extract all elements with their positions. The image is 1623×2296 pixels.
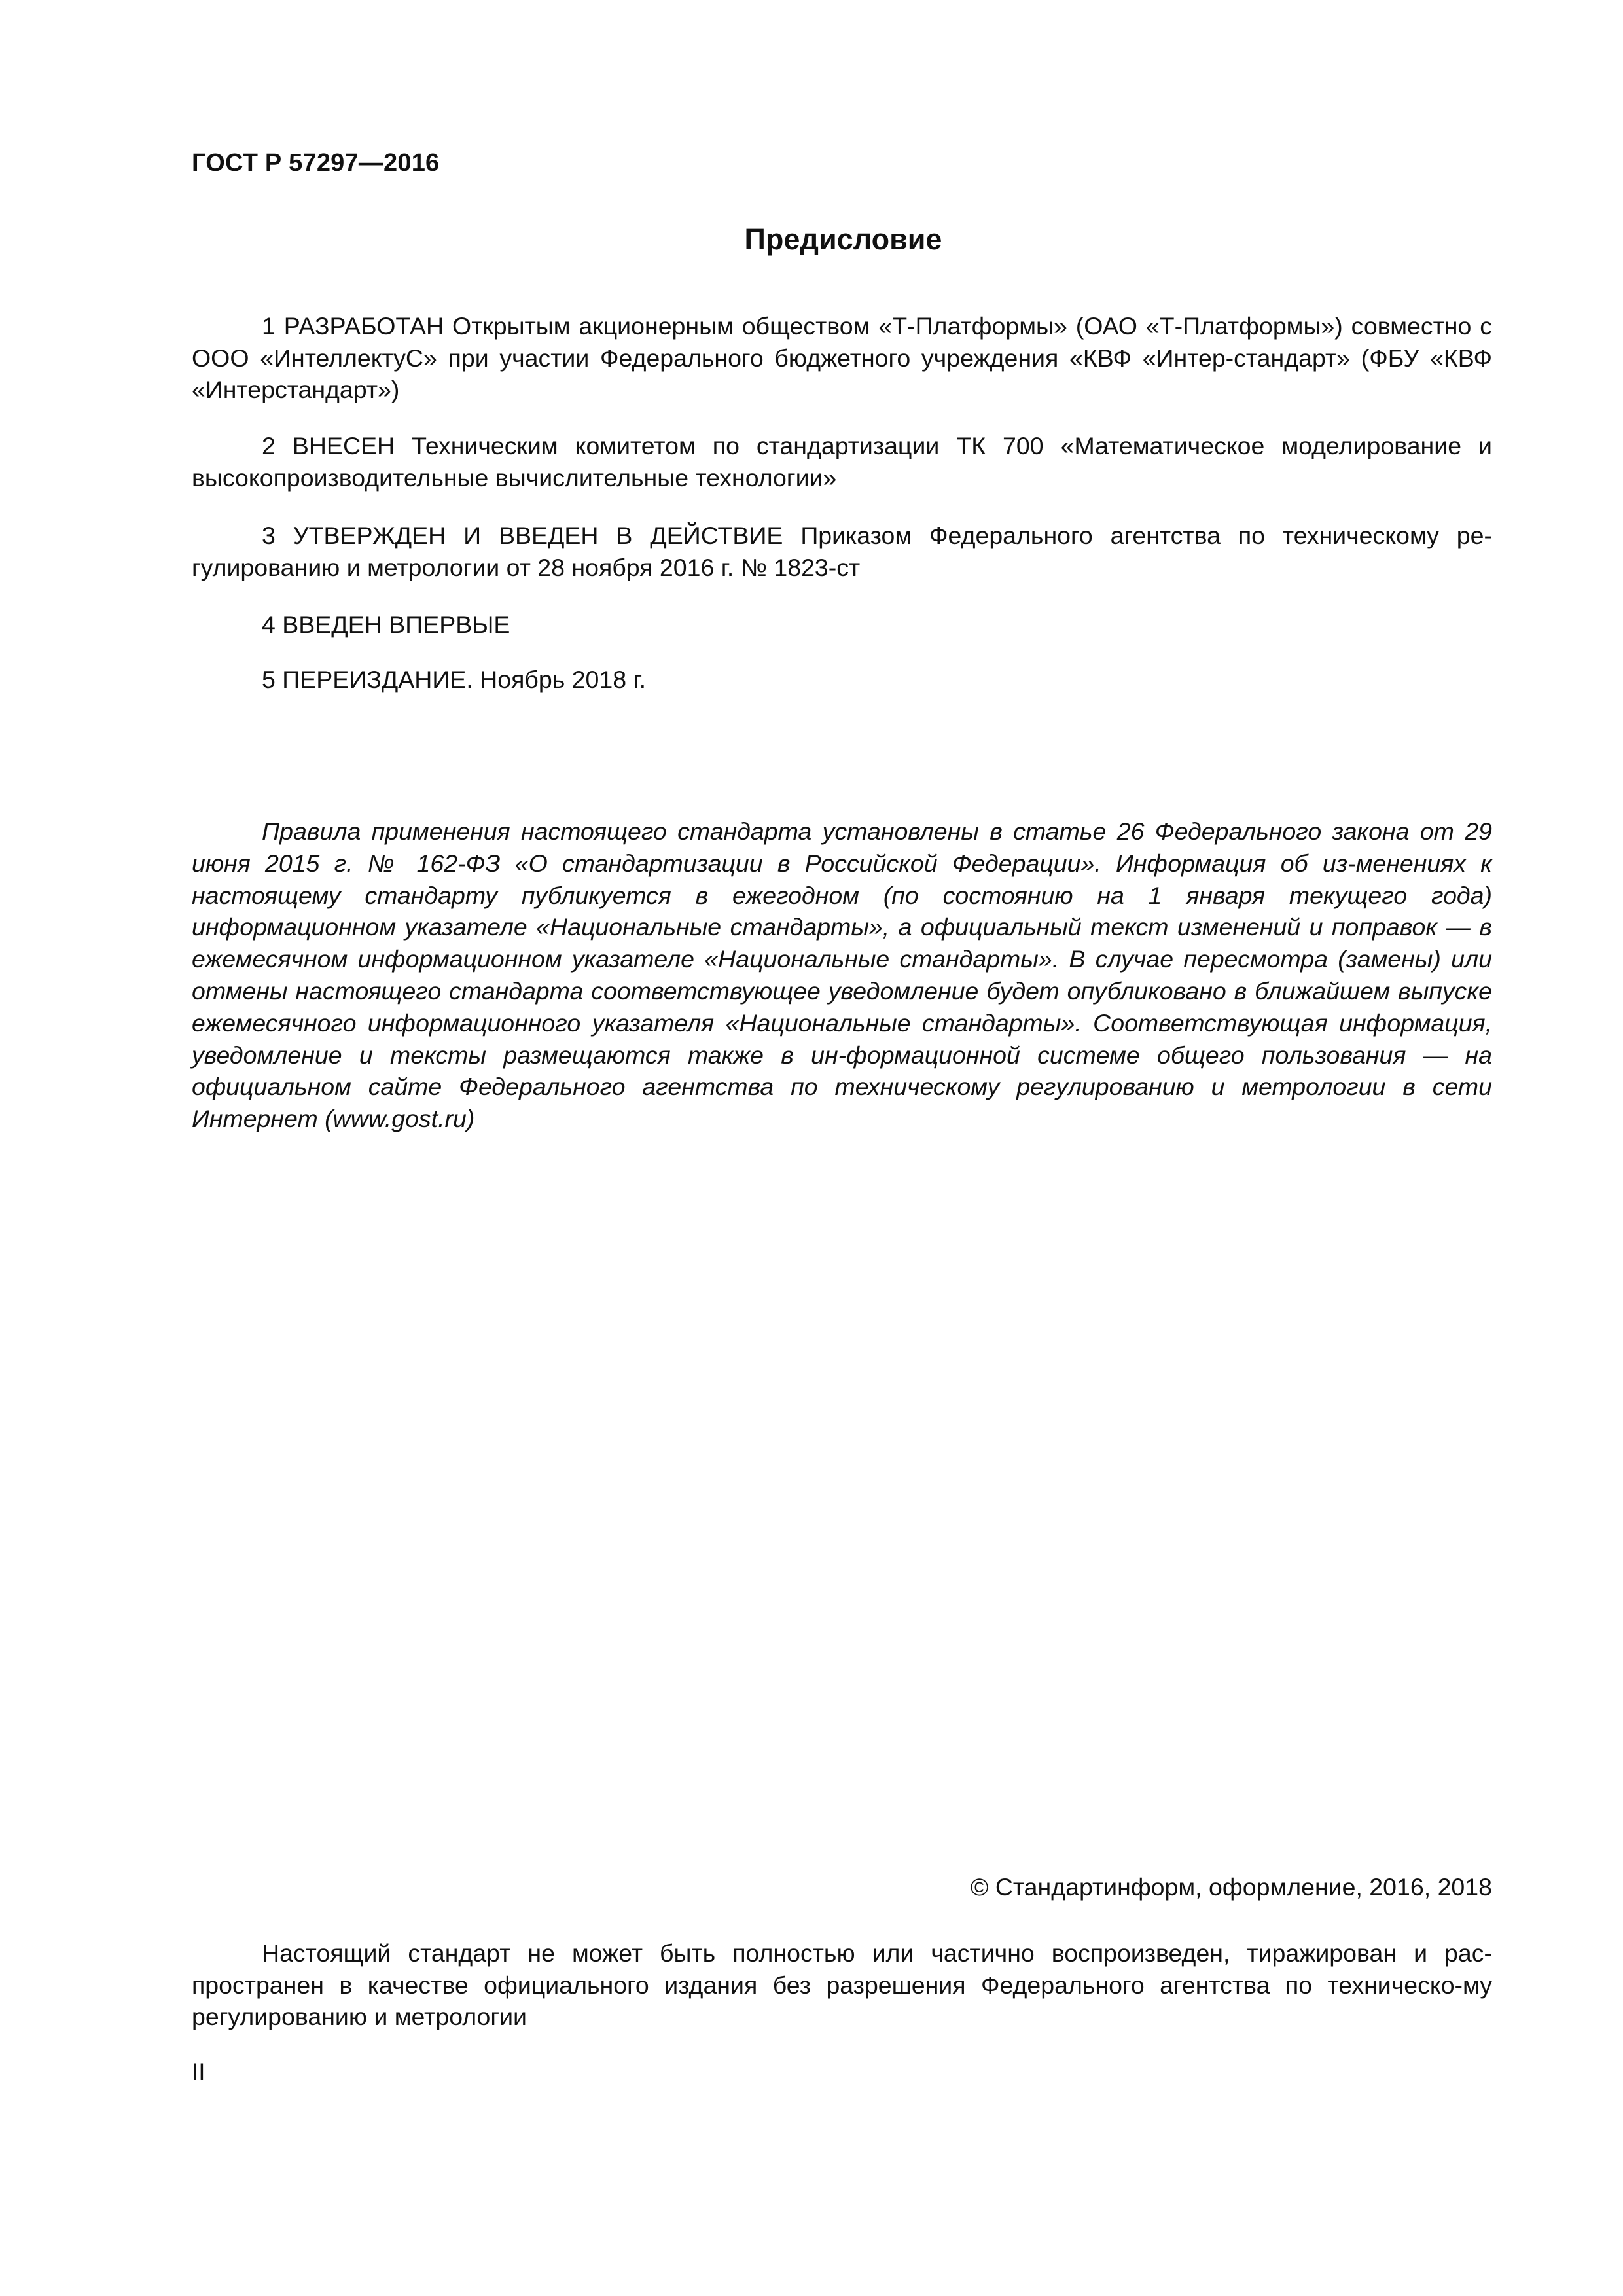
preface-item-text: 4 ВВЕДЕН ВПЕРВЫЕ xyxy=(262,611,510,638)
standard-code-header: ГОСТ Р 57297—2016 xyxy=(192,149,440,177)
preface-item-text: 1 РАЗРАБОТАН Открытым акционерным обществом «Т-Платформы» (ОАО «Т-Платформы») совместно с ООО «ИнтеллектуС» при участии Федерального бюджетного учреждения «КВФ «Интер-стандарт» (ФБУ «КВФ «Интерстандарт») xyxy=(192,312,1492,403)
page-number: II xyxy=(192,2058,205,2085)
preface-item-introduced xyxy=(192,430,1492,493)
preface-item-first-introduced xyxy=(192,609,1492,641)
reproduction-restriction xyxy=(192,1937,1492,2033)
preface-item-developed xyxy=(192,310,1492,406)
copyright-line: © Стандартинформ, оформление, 2016, 2018 xyxy=(970,1873,1492,1901)
preface-item-text: 2 ВНЕСЕН Техническим комитетом по стандартизации ТК 700 «Математическое моделирование и высокопроизводительные вычислительные технологии» xyxy=(192,432,1492,492)
page-title: Предисловие xyxy=(744,223,942,256)
preface-item-approved xyxy=(192,520,1492,583)
preface-item-text: 3 УТВЕРЖДЕН И ВВЕДЕН В ДЕЙСТВИЕ Приказом Федерального агентства по техническому ре-гулированию и метрологии от 28 ноября 2016 г. № 1823-ст xyxy=(192,522,1492,581)
restriction-text: Настоящий стандарт не может быть полностью или частично воспроизведен, тиражирован и рас-пространен в качестве официального издания без разрешения Федерального агентства по техническо-му регулированию и метрологии xyxy=(192,1939,1492,2030)
notice-text: Правила применения настоящего стандарта установлены в статье 26 Федерального закона от 29 июня 2015 г. № 162-ФЗ «О стандартизации в Российской Федерации». Информация об из-менениях к настоящему стандарту публикуется в ежегодном (по состоянию на 1 января текущего года) информационном указателе «Национальные стандарты», а официальный текст изменений и поправок — в ежемесячном информационном указателе «Национальные стандарты». В случае пересмотра (замены) или отмены настоящего стандарта соответствующее уведомление будет опубликовано в ближайшем выпуске ежемесячного информационного указателя «Национальные стандарты». Соответствующая информация, уведомление и тексты размещаются также в ин-формационной системе общего пользования — на официальном сайте Федерального агентства по техническому регулированию и метрологии в сети Интернет (www.gost.ru) xyxy=(192,817,1492,1133)
application-rules-notice xyxy=(192,816,1492,1135)
preface-item-reissue xyxy=(192,664,1492,696)
preface-item-text: 5 ПЕРЕИЗДАНИЕ. Ноябрь 2018 г. xyxy=(262,666,647,693)
